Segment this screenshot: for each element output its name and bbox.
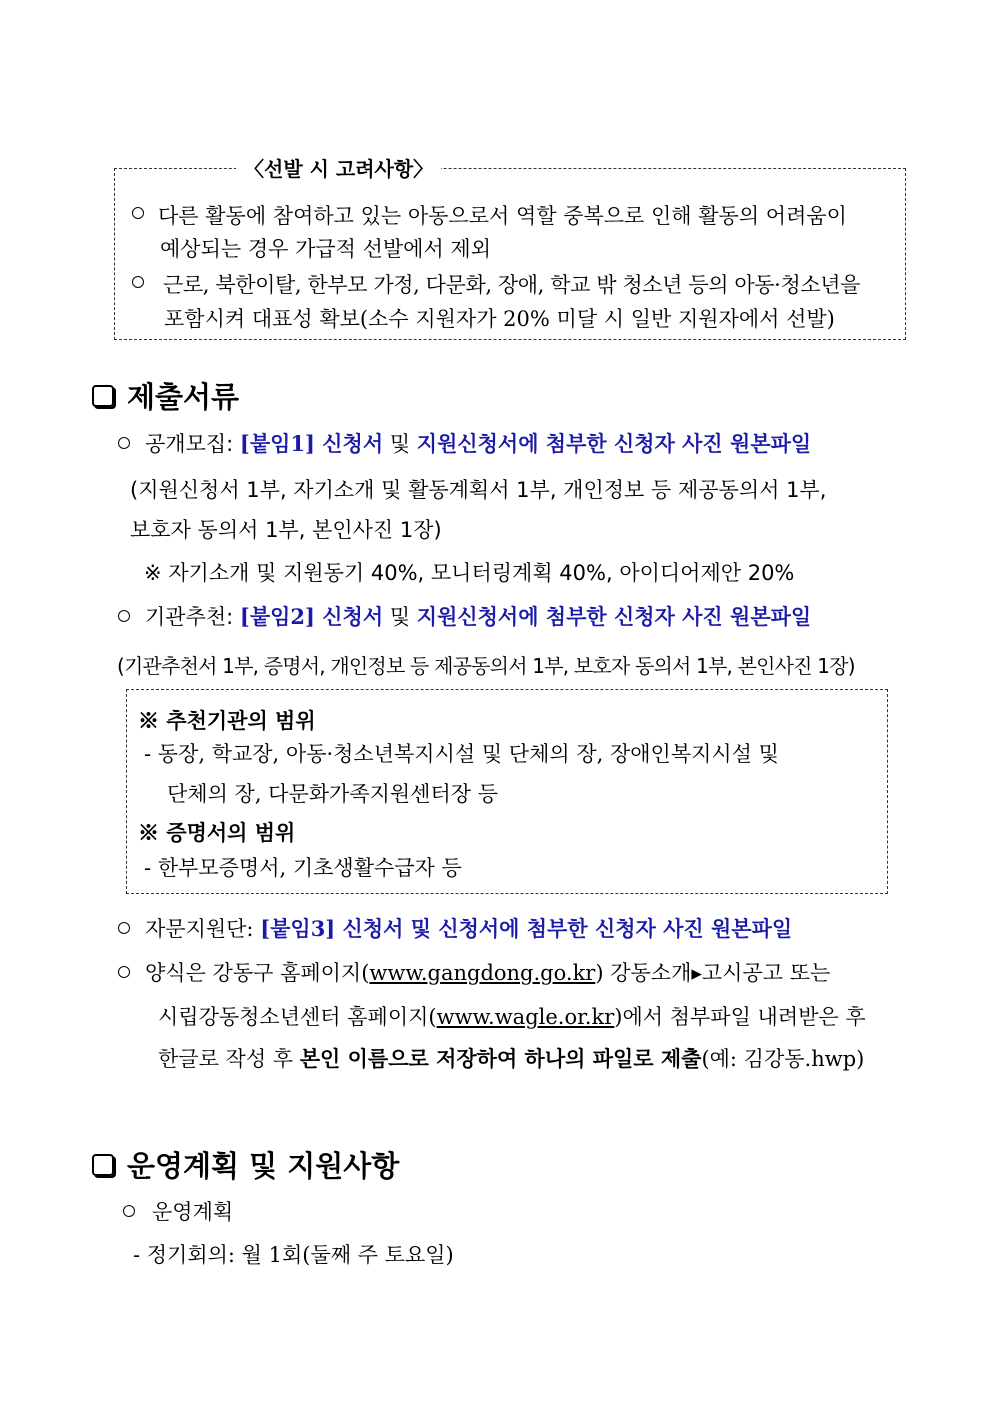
consideration-title: 〈선발 시 고려사항〉: [236, 153, 441, 182]
section-title-operation: 운영계획 및 지원사항: [127, 1149, 400, 1183]
public-recruitment-line: [145, 428, 811, 458]
advisory-rest: [붙임3] 신청서 및 신청서에 첨부한 신청자 사진 원본파일: [260, 916, 793, 941]
agency-attach: [붙임2] 신청서: [239, 604, 384, 629]
form-text3: 시립강동청소년센터 홈페이지(: [158, 1005, 437, 1029]
public-and: 및: [383, 432, 417, 456]
form-line2: [158, 1001, 866, 1031]
bullet-icon: [118, 437, 130, 449]
scope-line2: 단체의 장, 다문화가족지원센터장 등: [167, 782, 498, 806]
scope-line3: - 한부모증명서, 기초생활수급자 등: [144, 856, 462, 880]
section-title-documents: 제출서류: [127, 380, 240, 414]
form-text4: )에서 첨부파일 내려받은 후: [614, 1005, 866, 1029]
public-label: 공개모집:: [145, 432, 240, 456]
public-detail-line2: 보호자 동의서 1부, 본인사진 1장): [130, 518, 442, 542]
advisory-label: 자문지원단:: [145, 917, 261, 941]
wagle-link[interactable]: www.wagle.or.kr: [436, 1005, 615, 1029]
operation-plan-sub: - 정기회의: 월 1회(둘째 주 토요일): [133, 1243, 454, 1267]
bullet-icon: [132, 207, 144, 219]
public-note: ※ 자기소개 및 지원동기 40%, 모니터링계획 40%, 아이디어제안 20%: [144, 561, 795, 585]
agency-photo: 지원신청서에 첨부한 신청자 사진 원본파일: [416, 604, 812, 629]
form-line1: [145, 957, 830, 987]
scope-heading-agency: ※ 추천기관의 범위: [138, 708, 316, 733]
agency-and: 및: [383, 605, 417, 629]
section-checkbox-icon: [92, 385, 114, 407]
consideration-item1-line2: 예상되는 경우 가급적 선발에서 제외: [160, 237, 491, 261]
gangdong-link[interactable]: www.gangdong.go.kr: [369, 961, 596, 985]
bullet-icon: [132, 276, 144, 288]
bullet-icon: [118, 966, 130, 978]
agency-recommendation-line: [145, 601, 811, 631]
public-photo: 지원신청서에 첨부한 신청자 사진 원본파일: [416, 431, 812, 456]
scope-heading-certificate: ※ 증명서의 범위: [138, 820, 296, 845]
section-checkbox-icon: [92, 1154, 114, 1176]
form-text2: ) 강동소개▸고시공고 또는: [595, 961, 831, 985]
consideration-item2-line2: 포함시켜 대표성 확보(소수 지원자가 20% 미달 시 일반 지원자에서 선발): [164, 307, 835, 331]
operation-plan-item: 운영계획: [152, 1200, 234, 1224]
form-text6: (예: 김강동.hwp): [701, 1047, 865, 1071]
bullet-icon: [118, 610, 130, 622]
form-text1: 양식은 강동구 홈페이지(: [145, 961, 370, 985]
consideration-item2-line1: 근로, 북한이탈, 한부모 가정, 다문화, 장애, 학교 밖 청소년 등의 아동·청소년을: [163, 273, 860, 297]
public-attach: [붙임1] 신청서: [239, 431, 384, 456]
scope-line1: - 동장, 학교장, 아동·청소년복지시설 및 단체의 장, 장애인복지시설 및: [144, 742, 779, 766]
agency-detail: (기관추천서 1부, 증명서, 개인정보 등 제공동의서 1부, 보호자 동의서 1부, 본인사진 1장): [117, 654, 855, 678]
consideration-item1-line1: 다른 활동에 참여하고 있는 아동으로서 역할 중복으로 인해 활동의 어려움이: [158, 204, 847, 228]
form-text5: 한글로 작성 후: [158, 1047, 300, 1071]
form-bold: 본인 이름으로 저장하여 하나의 파일로 제출: [299, 1046, 702, 1071]
bullet-icon: [118, 922, 130, 934]
agency-label: 기관추천:: [145, 605, 240, 629]
form-line3: [158, 1043, 864, 1073]
advisory-line: [145, 913, 792, 943]
bullet-icon: [123, 1205, 135, 1217]
public-detail-line1: (지원신청서 1부, 자기소개 및 활동계획서 1부, 개인정보 등 제공동의서 1부,: [130, 478, 827, 502]
